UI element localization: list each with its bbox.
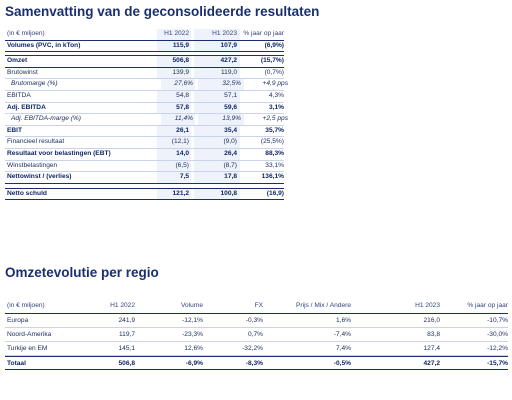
- value-yoy: -15,7%: [487, 359, 508, 367]
- table-row: [5, 79, 288, 91]
- value-price-mix: 7,4%: [335, 345, 351, 352]
- row-label: EBITDA: [7, 91, 31, 99]
- value-h1-2023: 32,5%: [195, 79, 244, 90]
- row-label: Volumes (PVC, in kTon): [7, 41, 81, 49]
- value-h1-2022: 11,4%: [161, 114, 195, 125]
- value-h1-2023: 216,0: [423, 317, 440, 324]
- value-volume: -6,9%: [185, 359, 203, 367]
- value-fx: 0,7%: [247, 331, 263, 338]
- value-h1-2022: 27,6%: [161, 79, 195, 90]
- header-unit: (in € miljoen): [7, 30, 45, 37]
- value-h1-2023: 17,8: [191, 172, 240, 183]
- value-yoy: (16,9): [266, 189, 284, 197]
- region-label: Turkije en EM: [7, 345, 48, 352]
- table-row: [5, 56, 284, 68]
- header-h1-2022: H1 2022: [157, 29, 191, 40]
- value-fx: -0,3%: [245, 317, 263, 324]
- value-yoy: (0,7%): [264, 68, 284, 76]
- table-row: [5, 137, 284, 149]
- row-label: Adj. EBITDA: [7, 103, 46, 111]
- value-price-mix: 1,6%: [335, 317, 351, 324]
- row-label: Resultaat voor belastingen (EBT): [7, 149, 111, 157]
- value-h1-2023: (9,0): [191, 137, 240, 148]
- value-h1-2022: 139,9: [157, 68, 191, 79]
- value-h1-2022: 54,8: [157, 91, 191, 102]
- value-yoy: (15,7%): [260, 57, 284, 65]
- value-h1-2022: (12,1): [157, 137, 191, 148]
- row-label: Winstbelastingen: [7, 161, 58, 169]
- header-fx: FX: [254, 301, 263, 309]
- value-price-mix: -7,4%: [333, 331, 351, 338]
- value-yoy: -30,0%: [487, 331, 508, 338]
- value-h1-2023: 127,4: [423, 345, 440, 352]
- value-h1-2022: 57,8: [157, 103, 191, 114]
- value-h1-2023: 427,2: [423, 359, 440, 367]
- value-yoy: 3,1%: [268, 103, 284, 111]
- table-row: [5, 114, 288, 126]
- value-h1-2023: 35,4: [191, 126, 240, 137]
- value-volume: 12,6%: [184, 345, 203, 352]
- value-h1-2023: 26,4: [191, 149, 240, 160]
- value-yoy: 4,3%: [268, 91, 284, 99]
- table-row: [5, 189, 284, 201]
- value-h1-2022: 241,9: [118, 317, 135, 324]
- region-label: Europa: [7, 317, 29, 324]
- table-header: [5, 297, 508, 314]
- header-price-mix: Prijs / Mix / Andere: [296, 301, 351, 309]
- value-volume: -23,3%: [182, 331, 203, 338]
- header-h1-2023: H1 2023: [191, 29, 240, 40]
- value-yoy: -10,7%: [487, 317, 508, 324]
- table-row: [5, 41, 284, 53]
- header-yoy: % jaar op jaar: [243, 30, 284, 37]
- total-label: Totaal: [7, 359, 26, 367]
- row-label: Netto schuld: [7, 189, 47, 197]
- row-label: EBIT: [7, 126, 23, 134]
- value-h1-2023: 427,2: [191, 56, 240, 67]
- value-h1-2022: 7,5: [157, 172, 191, 183]
- value-h1-2022: 119,7: [118, 331, 135, 338]
- table-row: [5, 68, 284, 80]
- results-title: Samenvatting van de geconsolideerde resultaten: [5, 4, 320, 19]
- row-label: Financieel resultaat: [7, 138, 65, 146]
- regions-table: [5, 297, 508, 370]
- total-row: [5, 356, 508, 370]
- value-h1-2022: (6,5): [157, 161, 191, 172]
- table-row: [5, 342, 508, 356]
- value-h1-2022: 121,2: [157, 189, 191, 200]
- value-h1-2023: 100,8: [191, 189, 240, 200]
- row-label: Brutowinst: [7, 68, 38, 76]
- table-row: [5, 161, 284, 173]
- value-h1-2022: 26,1: [157, 126, 191, 137]
- row-label: Omzet: [7, 57, 28, 65]
- value-h1-2023: 119,0: [191, 68, 240, 79]
- value-fx: -8,3%: [245, 359, 263, 367]
- value-h1-2022: 506,8: [118, 359, 135, 367]
- results-table: [5, 29, 288, 200]
- table-row: [5, 91, 284, 103]
- table-row: [5, 126, 284, 138]
- header-h1-2022: H1 2022: [110, 301, 135, 309]
- value-yoy: 35,7%: [265, 126, 284, 134]
- row-label: Adj. EBITDA-marge (%): [11, 115, 81, 123]
- value-h1-2022: 14,0: [157, 149, 191, 160]
- row-label: Brutomarge (%): [11, 80, 58, 88]
- region-label: Noord-Amerika: [7, 331, 52, 338]
- value-fx: -32,2%: [242, 345, 263, 352]
- value-yoy: 136,1%: [261, 173, 284, 181]
- table-row: [5, 314, 508, 328]
- value-h1-2023: 107,9: [191, 41, 240, 52]
- value-yoy: 88,3%: [265, 149, 284, 157]
- value-volume: -12,1%: [182, 317, 203, 324]
- table-row: [5, 149, 284, 161]
- value-h1-2023: 57,1: [191, 91, 240, 102]
- value-yoy: +4,9 pps: [262, 80, 288, 88]
- value-yoy: +2,5 pps: [262, 115, 288, 123]
- value-h1-2023: 83,8: [427, 331, 440, 338]
- header-volume: Volume: [181, 301, 203, 309]
- value-yoy: (6,9%): [264, 41, 284, 49]
- table-row: [5, 328, 508, 342]
- value-h1-2023: 59,6: [191, 103, 240, 114]
- value-h1-2022: 506,8: [157, 56, 191, 67]
- value-price-mix: -0,5%: [333, 359, 351, 367]
- header-h1-2023: H1 2023: [415, 301, 440, 309]
- table-row: [5, 103, 284, 115]
- table-row: [5, 172, 284, 184]
- header-yoy: % jaar op jaar: [467, 301, 508, 309]
- value-h1-2022: 115,9: [157, 41, 191, 52]
- value-yoy: (25,5%): [260, 138, 284, 146]
- regions-title: Omzetevolutie per regio: [5, 265, 159, 280]
- value-h1-2023: (8,7): [191, 161, 240, 172]
- header-unit: (in € miljoen): [7, 301, 45, 309]
- value-yoy: 33,1%: [265, 161, 284, 169]
- value-h1-2022: 145,1: [118, 345, 135, 352]
- value-h1-2023: 13,9%: [195, 114, 244, 125]
- value-yoy: -12,2%: [487, 345, 508, 352]
- row-label: Nettowinst / (verlies): [7, 173, 72, 181]
- table-header: [5, 29, 284, 41]
